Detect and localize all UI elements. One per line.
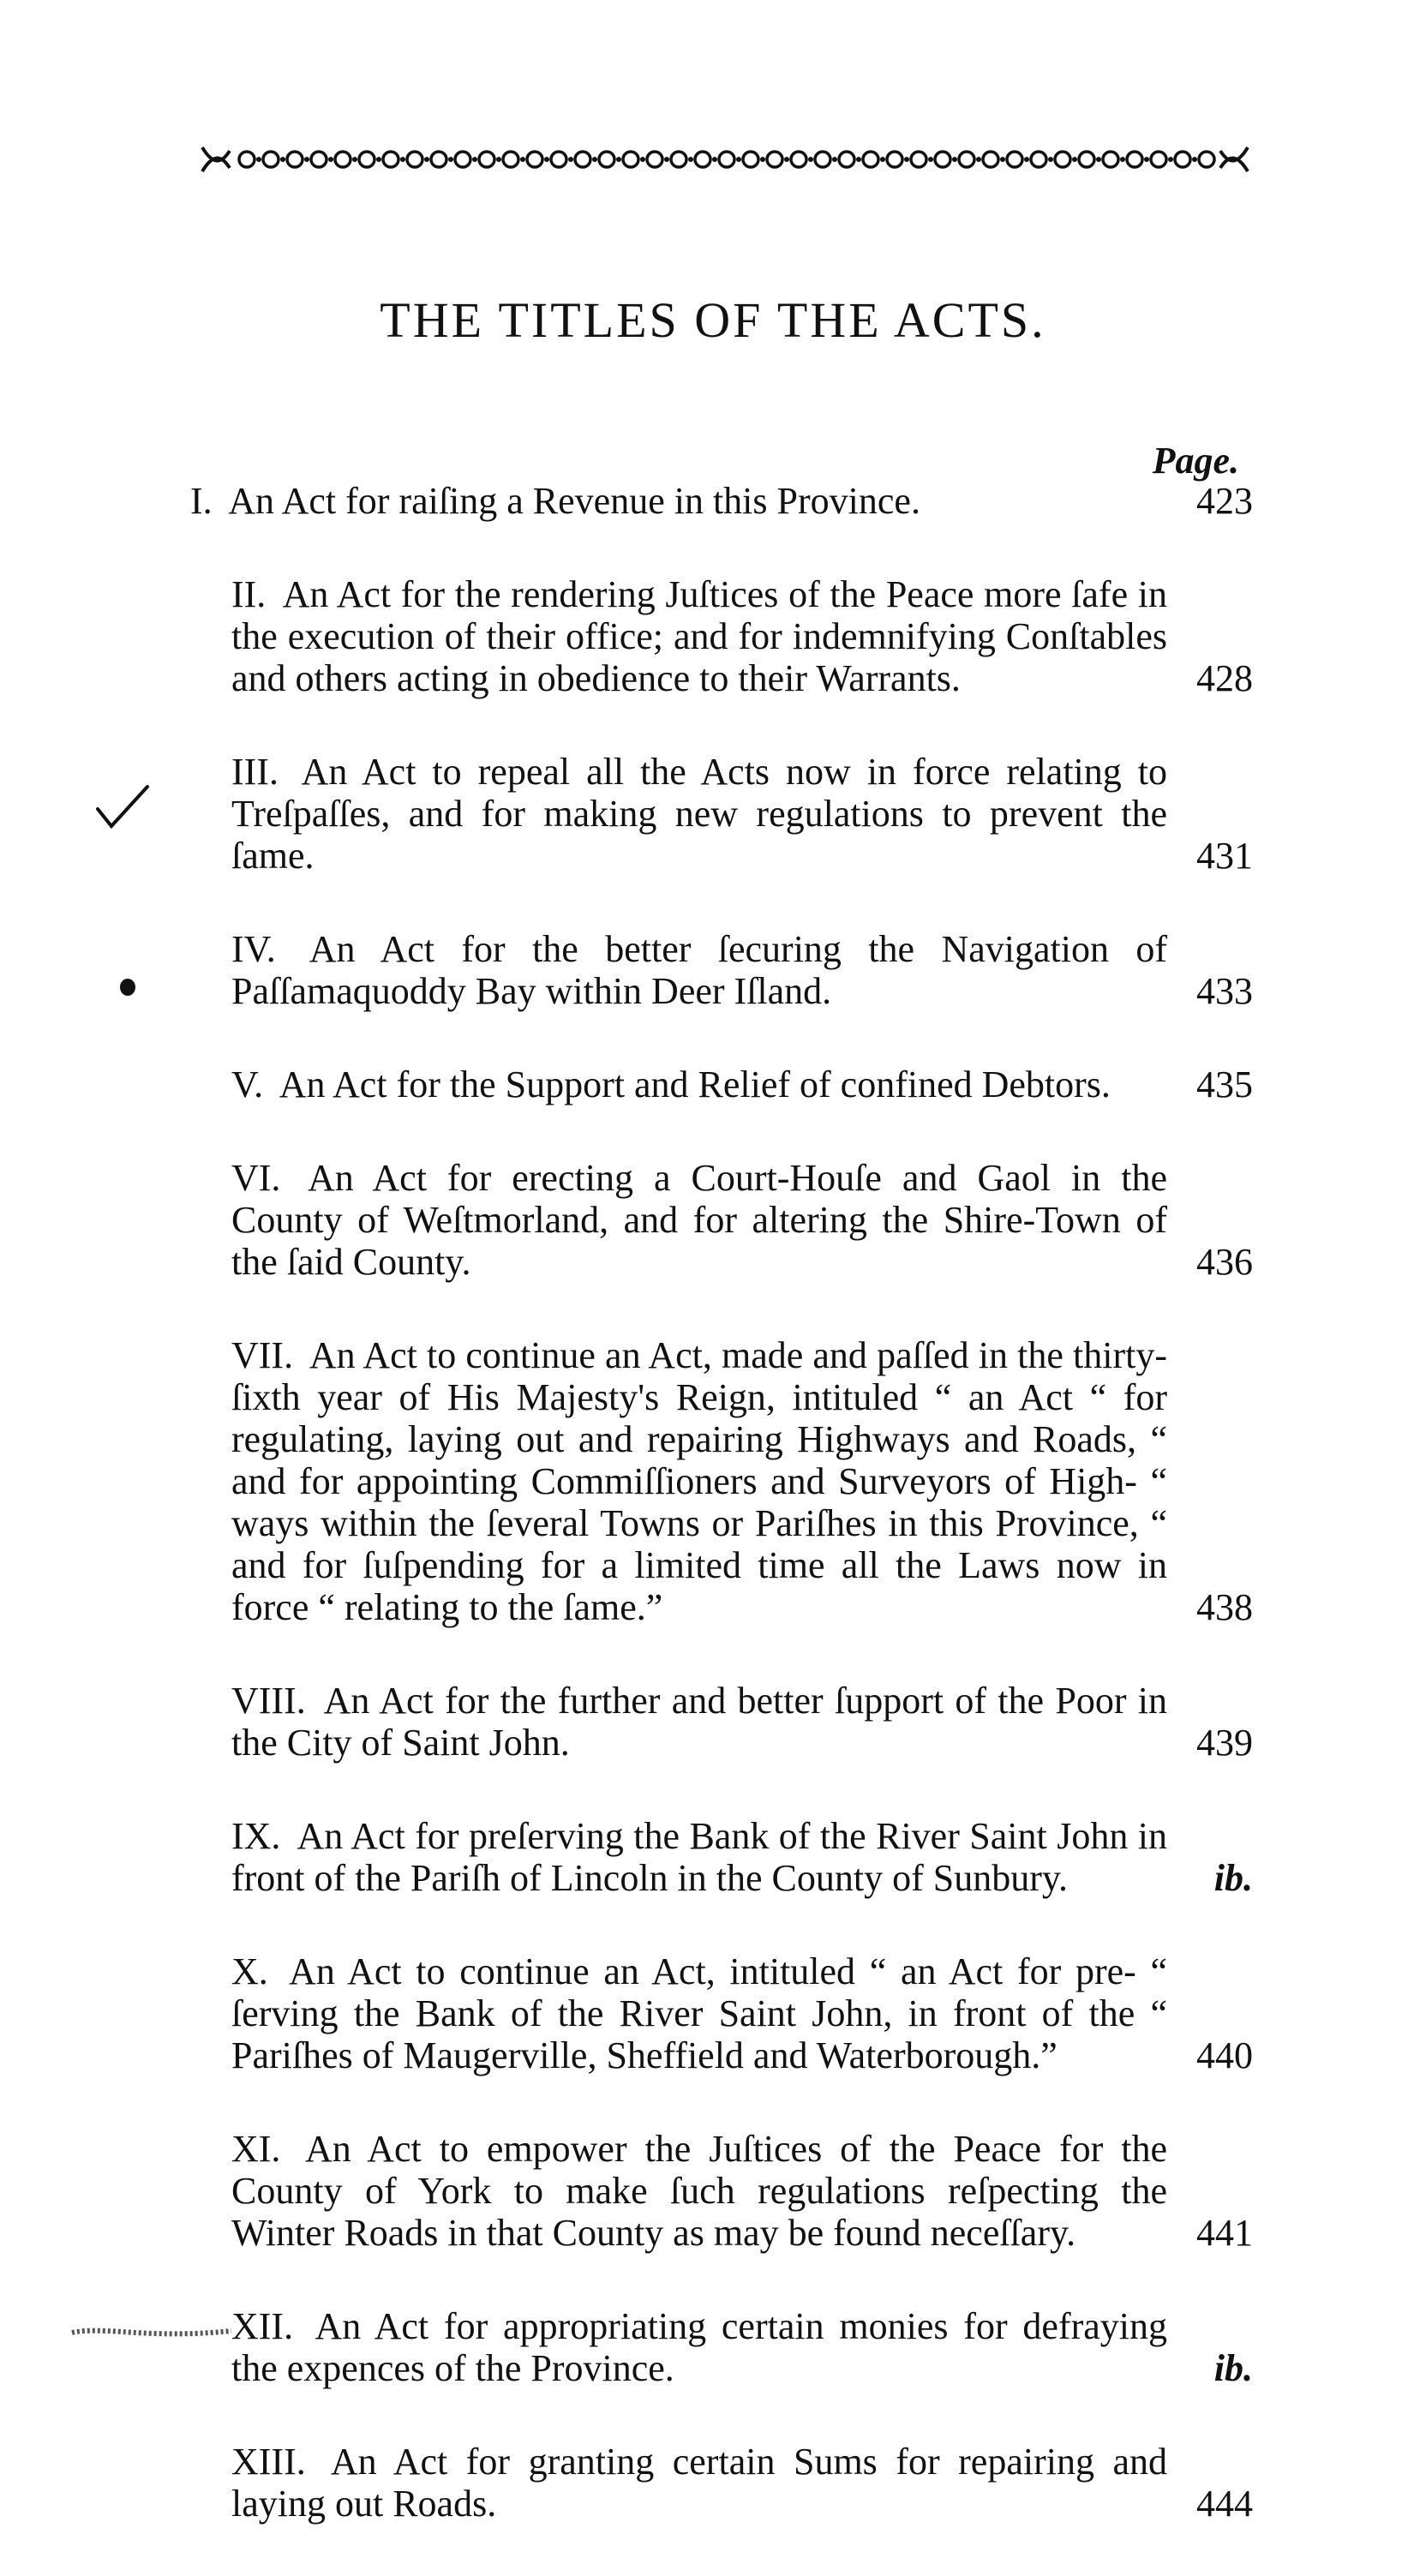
list-item-act-7 [190,1334,1253,1628]
page-number: 444 [1196,2483,1253,2525]
act-title: An Act to repeal all the Acts now in force relating to Treſpaſſes, and for making new regulations to prevent the ſame. [231,751,1167,877]
list-item-act-6 [190,1157,1253,1283]
act-number: XI. [231,2128,281,2170]
act-title: An Act for the better ſecuring the Navigation of Paſſamaquoddy Bay within Deer Iſland. [231,928,1168,1012]
act-title: An Act for the rendering Juſtices of the Peace more ſafe in the execution of their office; and for indemnifying Conſtables and others acting in obedience to their Warrants. [231,573,1168,699]
act-number: I. [190,480,213,522]
page-number: 423 [1196,480,1253,522]
act-number: VIII. [231,1680,306,1722]
act-title: An Act for preſerving the Bank of the River Saint John in front of the Pariſh of Lincoln in the County of Sunbury. [231,1815,1167,1899]
act-title: An Act for granting certain Sums for repairing and laying out Roads. [231,2441,1168,2525]
act-number: III. [231,751,279,793]
page-number: ib. [1213,1857,1253,1899]
list-item-act-8 [190,1680,1253,1764]
act-number: II. [231,573,267,615]
handwritten-checkmark-icon [93,776,153,836]
act-number: XIII. [231,2441,306,2483]
page-number: 438 [1196,1586,1253,1628]
list-item-act-5 [190,1063,1253,1105]
page-number: 436 [1196,1241,1253,1283]
page-number: ib. [1213,2347,1253,2389]
act-number: IV. [231,928,276,970]
page-column-label: Page. [1152,440,1239,482]
act-title: An Act for raiſing a Revenue in this Province. [228,480,920,522]
list-item-act-12 [190,2305,1253,2389]
act-number: XII. [231,2305,294,2347]
act-title: An Act for the further and better ſupport of the Poor in the City of Saint John. [231,1680,1167,1764]
act-number: X. [231,1950,268,1992]
page-number: 440 [1196,2034,1253,2076]
act-number: V. [231,1063,264,1105]
list-item-act-3 [190,751,1253,877]
list-item-act-1 [190,480,1253,522]
list-item-act-10 [190,1950,1253,2076]
act-title: An Act to empower the Juſtices of the Peace for the County of York to make ſuch regulations reſpecting the Winter Roads in that County as may be found neceſſary. [231,2128,1167,2254]
list-item-act-9 [190,1815,1253,1899]
act-title: An Act for the Support and Relief of confined Debtors. [279,1063,1111,1105]
act-number: IX. [231,1815,281,1857]
list-item-act-13 [190,2441,1253,2525]
decorative-border-ornament [195,139,1255,180]
list-item-act-4 [190,928,1253,1012]
act-number: VII. [231,1334,294,1376]
page-number: 433 [1196,970,1253,1012]
list-item-act-2 [190,573,1253,699]
page-number: 428 [1196,657,1253,699]
act-title: An Act to continue an Act, intituled “ an Act for pre- “ ſerving the Bank of the River Saint John, in front of the “ Pariſhes of Maugerville, Sheffield and Waterborough.” [231,1950,1167,2076]
act-title: An Act for appropriating certain monies for defraying the expences of the Province. [231,2305,1167,2389]
ink-blot-mark [120,979,135,996]
page-number: 441 [1196,2212,1253,2254]
act-title: An Act for erecting a Court-Houſe and Gaol in the County of Weſtmorland, and for altering the Shire-Town of the ſaid County. [231,1157,1168,1283]
act-number: VI. [231,1157,281,1199]
act-title: An Act to continue an Act, made and paſſed in the thirty-ſixth year of His Majesty's Reign, intituled “ an Act “ for regulating, laying out and repairing Highways and Roads, “ and for appointing Commiſſioners and Surveyors of High- “ ways within the ſeveral Towns or Pariſhes in this Province, “ and for ſuſpending for a limited time all the Laws now in force “ relating to the ſame.” [231,1334,1167,1628]
page-title: THE TITLES OF THE ACTS. [380,292,1046,348]
list-item-act-11 [190,2128,1253,2254]
acts-list [190,480,1253,2576]
page-number: 431 [1196,835,1253,877]
page-number: 435 [1196,1063,1253,1105]
page-number: 439 [1196,1722,1253,1764]
